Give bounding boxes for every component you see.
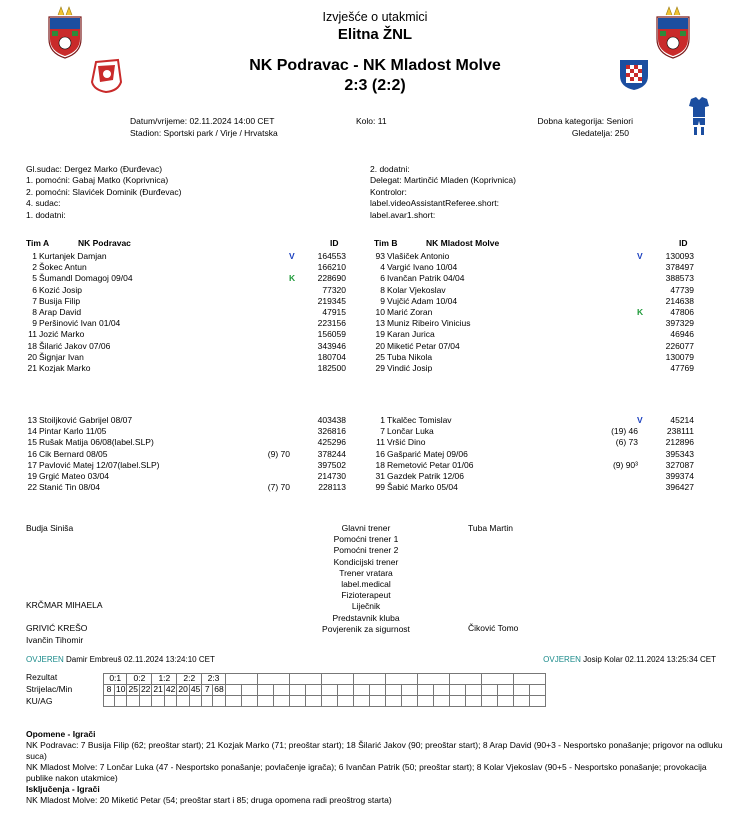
player-name: Kurtanjek Damjan	[39, 251, 107, 261]
player-name: Šabić Marko 05/04	[387, 482, 458, 493]
staff-role: Kondicijski trener	[333, 556, 399, 567]
scorer-cell	[385, 685, 401, 696]
player-name: Gazdek Patrik 12/06	[387, 471, 465, 481]
scorer-cell	[433, 685, 449, 696]
scorer-cell: 22	[140, 684, 151, 695]
player-id: 45214	[670, 415, 694, 425]
player-name: Stoiljković Gabrijel 08/07	[39, 415, 133, 425]
player-id: 228690	[317, 273, 346, 284]
player-id: 47915	[322, 307, 346, 317]
kuag-cell	[433, 696, 449, 707]
player-id: 226077	[665, 340, 694, 351]
player-row	[368, 364, 708, 375]
staff-role: Trener vratara	[339, 567, 393, 578]
player-number: 10	[375, 307, 385, 317]
kuag-cell	[321, 696, 337, 707]
player-id: 47806	[670, 307, 694, 317]
kuag-cell	[417, 696, 433, 707]
staff-role: Liječnik	[351, 601, 381, 612]
age-category: Dobna kategorija: Seniori	[537, 116, 633, 126]
player-number: 8	[380, 284, 385, 295]
player-id: 77320	[322, 284, 346, 295]
player-name: Vargić Ivano 10/04	[387, 262, 458, 273]
player-row	[368, 450, 708, 461]
scorer-cell	[257, 685, 273, 696]
score-cell	[417, 674, 449, 685]
player-name: Muniz Ribeiro Vinicius	[387, 318, 471, 329]
scorer-cell: 68	[214, 684, 224, 695]
substitution-info: (9) 70	[267, 448, 290, 459]
player-id: 403438	[317, 415, 346, 425]
scorer-cell	[513, 685, 529, 696]
player-number: 18	[375, 459, 385, 470]
scorer-cell	[529, 685, 545, 696]
player-name: Gašparić Matej 09/06	[387, 448, 468, 459]
kuag-cell	[337, 696, 353, 707]
official-line: 4. sudac:	[26, 198, 61, 209]
substitution-info: (9) 90³	[612, 459, 638, 470]
player-name: Busija Filip	[39, 295, 81, 306]
kuag-cell	[213, 696, 225, 707]
kuag-cell	[115, 696, 127, 707]
cautions-home: NK Podravac: 7 Busija Filip (62; preoštar start); 21 Kozjak Marko (71; preoštar start); 18 Šilarić Jakov (90; preoštar start); 8 Arap David (90+3 - Nesportsko ponašanje; prigovor na odluku suca)	[26, 740, 723, 761]
official-line: 2. pomoćni: Slavićek Dominik (Đurđevac)	[26, 186, 182, 197]
kuag-cell	[177, 696, 189, 707]
staff-role: Povjerenik za sigurnost	[322, 623, 410, 634]
kuag-cell	[273, 696, 289, 707]
scorer-cell	[401, 685, 417, 696]
federation-crest-left-icon	[44, 3, 86, 59]
expulsions-line: NK Mladost Molve: 20 Miketić Petar (54; preoštar start i 85; druga opomena radi preoštrog starta)	[26, 795, 392, 805]
player-name: Rušak Matija 06/08(label.SLP)	[39, 437, 154, 448]
player-id: 425296	[317, 437, 346, 448]
score-cell: 2:3	[202, 674, 225, 685]
player-name: Šilarić Jakov 07/06	[39, 340, 111, 351]
result-grid-row	[104, 696, 546, 707]
expulsions-title: Isključenja - Igrači	[26, 784, 100, 794]
official-line: 1. dodatni:	[26, 209, 66, 220]
kuag-cell	[164, 696, 176, 707]
verified-badge: OVJEREN	[26, 655, 64, 664]
team-a-id-header: ID	[330, 238, 339, 248]
kuag-cell	[481, 696, 497, 707]
player-row	[20, 342, 360, 353]
match-round: Kolo: 11	[356, 116, 387, 126]
report-title: Izvješće o utakmici	[322, 10, 428, 24]
official-line: label.avar1.short:	[370, 209, 436, 220]
player-id: 343946	[317, 340, 346, 351]
player-id: 399374	[665, 471, 694, 481]
substitution-info: (19) 46	[611, 426, 638, 437]
player-id: 214730	[317, 471, 346, 481]
player-flag: K	[637, 307, 644, 317]
cautions-section	[26, 729, 726, 806]
scorer-cell: 42	[165, 684, 176, 695]
staff-role: Glavni trener	[341, 523, 391, 533]
scorer-cell: 10	[116, 684, 126, 695]
player-number: 20	[375, 340, 385, 351]
match-score: 2:3 (2:2)	[344, 77, 406, 94]
player-name: Karan Jurica	[387, 329, 435, 340]
official-line: Kontrolor:	[370, 186, 407, 197]
player-name: Remetović Petar 01/06	[387, 459, 474, 470]
player-number: 18	[27, 340, 37, 351]
home-security: Ivančin Tihomir	[26, 635, 84, 645]
kuag-cell	[529, 696, 545, 707]
staff-role: label.medical	[341, 578, 391, 589]
player-number: 8	[32, 307, 37, 317]
official-line: 1. pomoćni: Gabaj Matko (Koprivnica)	[26, 175, 169, 186]
score-cell	[257, 674, 289, 685]
player-flag: V	[637, 251, 643, 261]
player-row	[20, 438, 360, 449]
scorer-cell	[305, 685, 321, 696]
home-head-coach: Budja Siniša	[26, 523, 74, 533]
kuag-cell	[139, 696, 151, 707]
substitution-info: (6) 73	[615, 437, 638, 448]
player-name: Pintar Karlo 11/05	[39, 426, 107, 437]
cautions-away: NK Mladost Molve: 7 Lončar Luka (47 - Nesportsko ponašanje; povlačenje igrača); 6 Ivančan Patrik (50; preoštar start); 8 Kolar Vjekoslav (90+5 - Nesportsko ponašanje; provokacija publike nakon utakmice)	[26, 762, 707, 783]
player-number: 4	[380, 262, 385, 273]
scorer-cell	[273, 685, 289, 696]
player-id: 396427	[665, 482, 694, 493]
player-number: 6	[380, 273, 385, 284]
kuag-cell	[202, 696, 213, 707]
player-name: Miketić Petar 07/04	[387, 340, 460, 351]
player-id: 182500	[317, 363, 346, 373]
result-grid-row	[104, 674, 546, 685]
kuag-cell	[152, 696, 164, 707]
player-number: 25	[375, 351, 385, 362]
scorer-cell: 8	[104, 685, 115, 696]
player-id: 223156	[317, 318, 346, 329]
score-cell	[353, 674, 385, 685]
player-number: 1	[380, 415, 385, 425]
home-physio: KRČMAR MIHAELA	[26, 600, 103, 610]
seniors-kit-icon	[688, 97, 710, 137]
scorer-cell	[321, 685, 337, 696]
player-name: Arap David	[39, 307, 82, 317]
kuag-cell	[449, 696, 465, 707]
player-row	[20, 483, 360, 494]
team-b-name: NK Mladost Molve	[426, 238, 500, 248]
verified-by: Damir Embreuš 02.11.2024 13:24:10 CET	[66, 655, 215, 664]
substitution-info: (7) 70	[267, 482, 290, 493]
score-cell	[481, 674, 513, 685]
scorer-cell: 45	[190, 684, 201, 695]
kuag-cell	[305, 696, 321, 707]
kuag-cell	[513, 696, 529, 707]
kuag-cell	[401, 696, 417, 707]
player-flag: K	[289, 273, 296, 284]
scorer-cell: 7	[202, 685, 213, 696]
player-row	[368, 286, 708, 297]
player-number: 99	[375, 482, 385, 493]
player-flag: V	[637, 415, 643, 425]
player-id: 388573	[665, 273, 694, 284]
player-id: 397329	[665, 318, 694, 329]
player-name: Vindić Josip	[387, 363, 433, 373]
staff-role: Fizioterapeut	[341, 590, 391, 601]
result-grid-row	[104, 685, 546, 696]
staff-role: Pomoćni trener 1	[333, 534, 399, 545]
staff-roles	[276, 524, 456, 636]
player-id: 219345	[317, 295, 346, 306]
player-number: 11	[28, 329, 37, 340]
away-head-coach: Tuba Martin	[468, 523, 514, 533]
scorer-cell: 21	[153, 684, 163, 695]
official-line: 2. dodatni:	[370, 164, 410, 174]
player-row	[368, 342, 708, 353]
player-name: Kolar Vjekoslav	[387, 284, 446, 295]
scorer-cell	[369, 685, 385, 696]
player-number: 17	[27, 459, 37, 470]
player-name: Vlašiček Antonio	[387, 251, 450, 261]
home-club-rep: GRIVIĆ KREŠO	[26, 623, 88, 633]
player-name: Stanić Tin 08/04	[39, 482, 100, 493]
result-label: Rezultat	[26, 672, 58, 682]
player-name: Tuba Nikola	[387, 351, 433, 362]
score-cell: 0:2	[127, 674, 152, 685]
player-id: 46946	[670, 329, 694, 340]
scorer-cell	[337, 685, 353, 696]
kuag-cell	[465, 696, 481, 707]
player-number: 13	[27, 415, 37, 425]
player-id: 180704	[317, 351, 346, 362]
player-number: 5	[32, 273, 37, 284]
score-cell	[449, 674, 481, 685]
team-b-label: Tim B	[374, 238, 398, 248]
player-id: 238111	[666, 426, 694, 437]
score-cell	[289, 674, 321, 685]
staff-role: Predstavnik kluba	[332, 612, 400, 623]
scorer-cell	[353, 685, 369, 696]
score-cell: 2:2	[177, 674, 202, 685]
scorer-cell	[449, 685, 465, 696]
kuag-cell	[353, 696, 369, 707]
official-line: Delegat: Martinčić Mladen (Koprivnica)	[370, 175, 516, 186]
verified-badge: OVJEREN	[543, 655, 581, 664]
player-id: 47739	[670, 284, 694, 295]
score-cell	[225, 674, 257, 685]
kuag-cell	[225, 696, 241, 707]
player-number: 9	[32, 318, 37, 329]
player-number: 15	[27, 437, 37, 448]
player-id: 378497	[665, 262, 694, 273]
player-name: Ivančan Patrik 04/04	[387, 273, 465, 284]
team-a-label: Tim A	[26, 238, 50, 248]
player-number: 1	[32, 251, 37, 261]
scorer-cell	[465, 685, 481, 696]
scorer-cell	[289, 685, 305, 696]
scorer-cell	[417, 685, 433, 696]
kuag-cell	[385, 696, 401, 707]
player-number: 93	[375, 251, 385, 261]
player-number: 16	[27, 448, 37, 459]
match-title: NK Podravac - NK Mladost Molve	[249, 57, 501, 74]
cautions-title: Opomene - Igrači	[26, 729, 96, 739]
home-team-logo-icon	[88, 58, 124, 94]
team-a-name: NK Podravac	[78, 238, 131, 248]
player-name: Vujčić Adam 10/04	[387, 295, 458, 306]
officials-left	[26, 165, 181, 222]
score-cell: 0:1	[104, 674, 127, 685]
player-number: 9	[380, 295, 385, 306]
player-row	[368, 438, 708, 449]
score-cell	[513, 674, 545, 685]
score-cell	[385, 674, 417, 685]
player-id: 130079	[665, 351, 694, 362]
player-name: Kozić Josip	[39, 284, 82, 295]
player-id: 228113	[318, 482, 346, 493]
player-number: 22	[27, 482, 37, 493]
official-line: label.videoAssistantReferee.short:	[370, 198, 499, 209]
player-row	[20, 450, 360, 461]
federation-crest-right-icon	[652, 3, 694, 59]
player-number: 31	[375, 471, 385, 481]
scorer-cell: 20	[178, 684, 188, 695]
player-name: Grgić Mateo 03/04	[39, 471, 109, 481]
player-row	[20, 286, 360, 297]
spectators: Gledatelja: 250	[571, 128, 629, 138]
player-row	[20, 364, 360, 375]
verification-left	[26, 655, 215, 664]
staff-role: Pomoćni trener 2	[333, 545, 399, 556]
player-name: Lončar Luka	[387, 426, 434, 437]
kuag-cell	[257, 696, 273, 707]
kuag-cell	[104, 696, 115, 707]
official-line: Gl.sudac: Dergez Marko (Đurđevac)	[26, 164, 163, 174]
competition-name: Elitna ŽNL	[337, 26, 413, 43]
scorer-cell	[241, 685, 257, 696]
scorer-cell	[497, 685, 513, 696]
player-number: 21	[27, 363, 37, 373]
kuag-cell	[189, 696, 201, 707]
player-number: 19	[27, 471, 37, 481]
player-id: 212896	[665, 437, 694, 448]
result-grid	[103, 673, 546, 707]
kuag-cell	[369, 696, 385, 707]
kuag-cell	[241, 696, 257, 707]
player-number: 29	[375, 363, 385, 373]
player-id: 326816	[317, 426, 346, 437]
player-flag: V	[289, 251, 295, 261]
score-cell: 1:2	[152, 674, 177, 685]
scorer-cell	[481, 685, 497, 696]
player-number: 11	[376, 437, 385, 448]
kuag-label: KU/AG	[26, 696, 53, 706]
scorer-cell: 25	[128, 684, 138, 695]
player-name: Šokec Antun	[39, 262, 87, 273]
scorer-cell	[225, 685, 241, 696]
player-id: 156059	[317, 329, 346, 340]
player-row	[368, 330, 708, 341]
player-id: 378244	[317, 448, 346, 459]
kuag-cell	[497, 696, 513, 707]
player-id: 130093	[665, 251, 694, 261]
player-name: Vršić Dino	[387, 437, 426, 448]
player-name: Jozić Marko	[39, 329, 85, 340]
player-number: 14	[27, 426, 37, 437]
team-b-id-header: ID	[679, 238, 688, 248]
player-number: 20	[27, 351, 37, 362]
player-id: 166210	[317, 262, 346, 273]
player-row	[20, 330, 360, 341]
player-id: 397502	[317, 459, 346, 470]
officials-right	[370, 165, 516, 222]
player-row	[20, 274, 360, 285]
player-number: 2	[32, 262, 37, 273]
match-stadium: Stadion: Sportski park / Virje / Hrvatska	[130, 128, 278, 138]
player-number: 6	[32, 284, 37, 295]
player-name: Tkalčec Tomislav	[387, 415, 452, 425]
player-id: 327087	[665, 459, 694, 470]
player-number: 7	[32, 295, 37, 306]
player-id: 47769	[670, 363, 694, 373]
match-datetime: Datum/vrijeme: 02.11.2024 14:00 CET	[130, 116, 275, 126]
player-name: Marić Zoran	[387, 307, 433, 317]
player-id: 214638	[665, 295, 694, 306]
player-name: Peršinović Ivan 01/04	[39, 318, 121, 329]
kuag-cell	[127, 696, 139, 707]
player-id: 164553	[317, 251, 346, 261]
away-club-rep: Čiković Tomo	[468, 623, 519, 633]
scorer-label: Strijelac/Min	[26, 684, 73, 694]
player-number: 7	[380, 426, 385, 437]
player-name: Kozjak Marko	[39, 363, 91, 373]
player-name: Šignjar Ivan	[39, 351, 84, 362]
player-number: 19	[375, 329, 385, 340]
verified-by: Josip Kolar 02.11.2024 13:25:34 CET	[583, 655, 716, 664]
player-number: 13	[375, 318, 385, 329]
player-number: 16	[375, 448, 385, 459]
verification-right	[526, 655, 716, 664]
player-name: Pavlović Matej 12/07(label.SLP)	[39, 459, 160, 470]
player-name: Cik Bernard 08/05	[39, 448, 108, 459]
score-cell	[321, 674, 353, 685]
player-row	[368, 274, 708, 285]
away-team-logo-icon	[616, 56, 652, 92]
kuag-cell	[289, 696, 305, 707]
player-name: Šumandl Domagoj 09/04	[39, 273, 133, 284]
player-row	[368, 483, 708, 494]
player-id: 395343	[665, 448, 694, 459]
